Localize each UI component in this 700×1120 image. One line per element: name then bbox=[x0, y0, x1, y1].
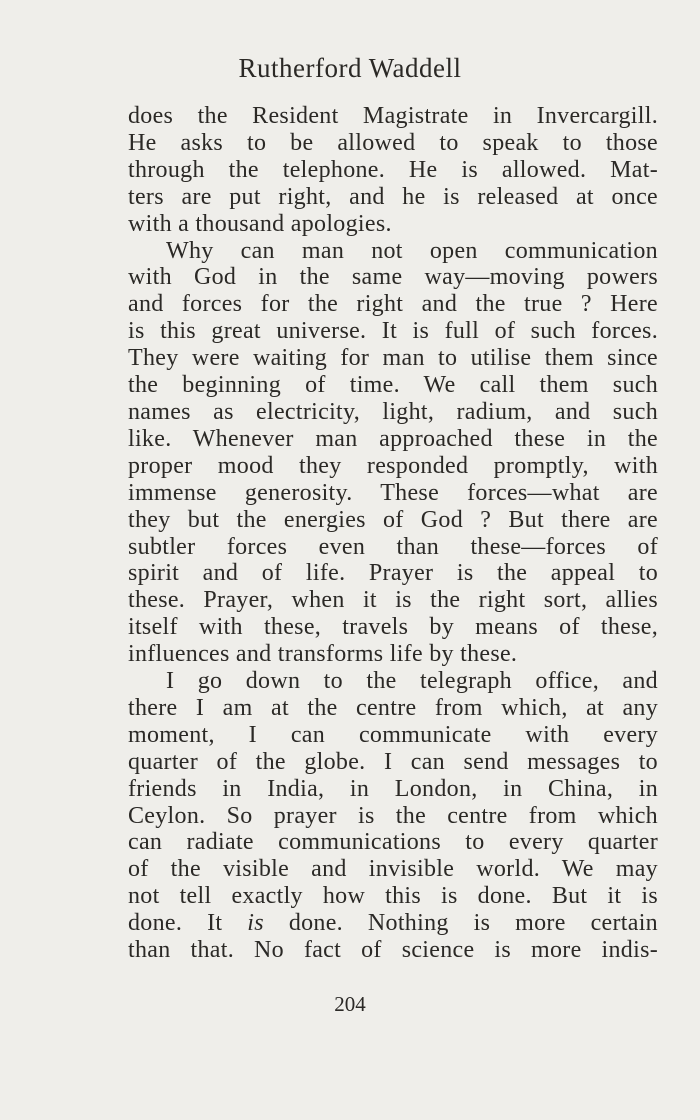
text-run: done. Nothing is more certain bbox=[263, 910, 658, 937]
text-line: can radiate communications to every quarter bbox=[128, 829, 658, 856]
text-line: like. Whenever man approached these in the bbox=[128, 425, 658, 452]
text-line: not tell exactly how this is done. But it is bbox=[128, 883, 658, 910]
text-line: does the Resident Magistrate in Invercargill. bbox=[128, 103, 658, 129]
text-line: the beginning of time. We call them such bbox=[128, 372, 658, 399]
text-line: They were waiting for man to utilise them since bbox=[128, 345, 658, 372]
text-line: there I am at the centre from which, at any bbox=[128, 694, 658, 721]
text-line: Why can man not open communication bbox=[166, 237, 658, 264]
running-head: Rutherford Waddell bbox=[238, 53, 462, 83]
text-line: they but the energies of God ? But there are bbox=[128, 506, 658, 533]
text-line: immense generosity. These forces—what are bbox=[128, 479, 658, 506]
text-line: friends in India, in London, in China, in bbox=[128, 775, 658, 802]
paragraph-3 bbox=[128, 668, 658, 964]
text-run: done. It bbox=[128, 910, 248, 937]
page-number: 204 bbox=[334, 992, 366, 1016]
text-line bbox=[128, 910, 658, 937]
text-line: with God in the same way—moving powers bbox=[128, 264, 658, 291]
text-line: spirit and of life. Prayer is the appeal to bbox=[128, 560, 658, 587]
text-line: ters are put right, and he is released at once bbox=[128, 183, 658, 210]
text-line: quarter of the globe. I can send messages to bbox=[128, 748, 658, 775]
text-line: and forces for the right and the true ? Here bbox=[128, 291, 658, 318]
text-line: than that. No fact of science is more indis- bbox=[128, 937, 658, 964]
text-line: He asks to be allowed to speak to those bbox=[128, 129, 658, 156]
text-line: with a thousand apologies. bbox=[128, 210, 392, 237]
text-line: influences and transforms life by these. bbox=[128, 641, 518, 668]
text-line: is this great universe. It is full of such forces. bbox=[128, 318, 658, 345]
emphasized-word: is bbox=[247, 910, 264, 937]
text-line: subtler forces even than these—forces of bbox=[128, 533, 658, 560]
text-line: Ceylon. So prayer is the centre from which bbox=[128, 802, 658, 829]
text-line: names as electricity, light, radium, and such bbox=[128, 398, 658, 425]
text-line: I go down to the telegraph office, and bbox=[166, 668, 658, 695]
text-line: these. Prayer, when it is the right sort, allies bbox=[128, 587, 658, 614]
paragraph-2 bbox=[128, 238, 658, 669]
text-line: of the visible and invisible world. We may bbox=[128, 856, 658, 883]
body-text bbox=[128, 103, 658, 964]
text-line: proper mood they responded promptly, with bbox=[128, 452, 658, 479]
text-line: through the telephone. He is allowed. Mat- bbox=[128, 156, 658, 183]
text-line: itself with these, travels by means of these, bbox=[128, 614, 658, 641]
text-line: moment, I can communicate with every bbox=[128, 721, 658, 748]
paragraph-1 bbox=[128, 103, 658, 238]
